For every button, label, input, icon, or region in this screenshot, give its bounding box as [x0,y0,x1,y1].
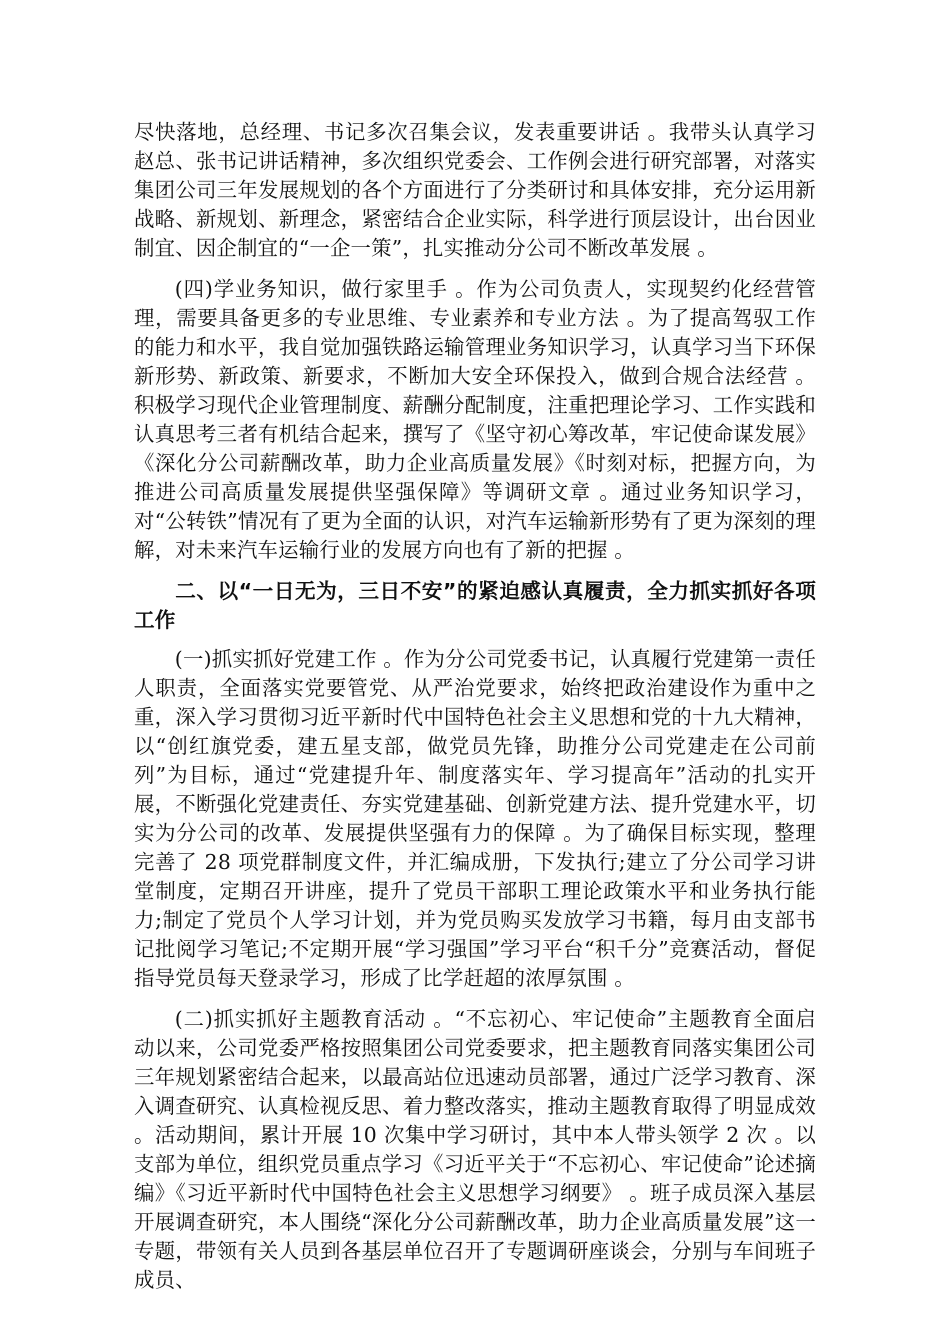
paragraph-continuation: 尽快落地，总经理、书记多次召集会议，发表重要讲话 。我带头认真学习赵总、张书记讲话精神，多次组织党委会、工作例会进行研究部署，对落实集团公司三年发展规划的各个方面进行了分类研讨和具体安排，充分运用新战略、新规划、新理念，紧密结合企业实际，科学进行顶层设计，出台因业制宜、因企制宜的“一企一策”，扎实推动分公司不断改革发展 。 [134,120,816,260]
document-page [134,118,816,1307]
paragraph-theme-education: (二)抓实抓好主题教育活动 。“不忘初心、牢记使命”主题教育全面启动以来，公司党委严格按照集团公司党委要求，把主题教育同落实集团公司三年规划紧密结合起来，以最高站位迅速动员部署，通过广泛学习教育、深入调查研究、认真检视反思、着力整改落实，推动主题教育取得了明显成效 。活动期间，累计开展 10 次集中学习研讨，其中本人带头领学 2 次 。以支部为单位，组织党员重点学习《习近平关于“不忘初心、牢记使命”论述摘编》《习近平新时代中国特色社会主义思想学习纲要》 。班子成员深入基层开展调查研究，本人围绕“深化分公司薪酬改革，助力企业高质量发展”这一专题，带领有关人员到各基层单位召开了专题调研座谈会，分别与车间班子成员、 [134,1007,816,1292]
paragraph-business-knowledge: (四)学业务知识，做行家里手 。作为公司负责人，实现契约化经营管理，需要具备更多的专业思维、专业素养和专业方法 。为了提高驾驭工作的能力和水平，我自觉加强铁路运输管理业务知识学习，认真学习当下环保新形势、新政策、新要求，不断加大安全环保投入，做到合规合法经营 。积极学习现代企业管理制度、薪酬分配制度，注重把理论学习、工作实践和认真思考三者有机结合起来，撰写了《坚守初心筹改革，牢记使命谋发展》《深化分公司薪酬改革，助力企业高质量发展》《时刻对标，把握方向，为推进公司高质量发展提供坚强保障》等调研文章 。通过业务知识学习，对“公转铁”情况有了更为全面的认识，对汽车运输新形势有了更为深刻的理解，对未来汽车运输行业的发展方向也有了新的把握 。 [134,277,816,562]
paragraph-party-building: (一)抓实抓好党建工作 。作为分公司党委书记，认真履行党建第一责任人职责，全面落实党要管党、从严治党要求，始终把政治建设作为重中之重，深入学习贯彻习近平新时代中国特色社会主义思想和党的十九大精神，以“创红旗党委，建五星支部，做党员先锋，助推分公司党建走在公司前列”为目标，通过“党建提升年、制度落实年、学习提高年”活动的扎实开展，不断强化党建责任、夯实党建基础、创新党建方法、提升党建水平，切实为分公司的改革、发展提供坚强有力的保障 。为了确保目标实现，整理完善了 28 项党群制度文件，并汇编成册，下发执行;建立了分公司学习讲堂制度，定期召开讲座，提升了党员干部职工理论政策水平和业务执行能力;制定了党员个人学习计划，并为党员购买发放学习书籍，每月由支部书记批阅学习笔记;不定期开展“学习强国”学习平台“积千分”竞赛活动，督促指导党员每天登录学习，形成了比学赶超的浓厚氛围 。 [134,647,816,990]
section-heading-two: 二、以“一日无为，三日不安”的紧迫感认真履责，全力抓实抓好各项工作 [134,579,816,632]
